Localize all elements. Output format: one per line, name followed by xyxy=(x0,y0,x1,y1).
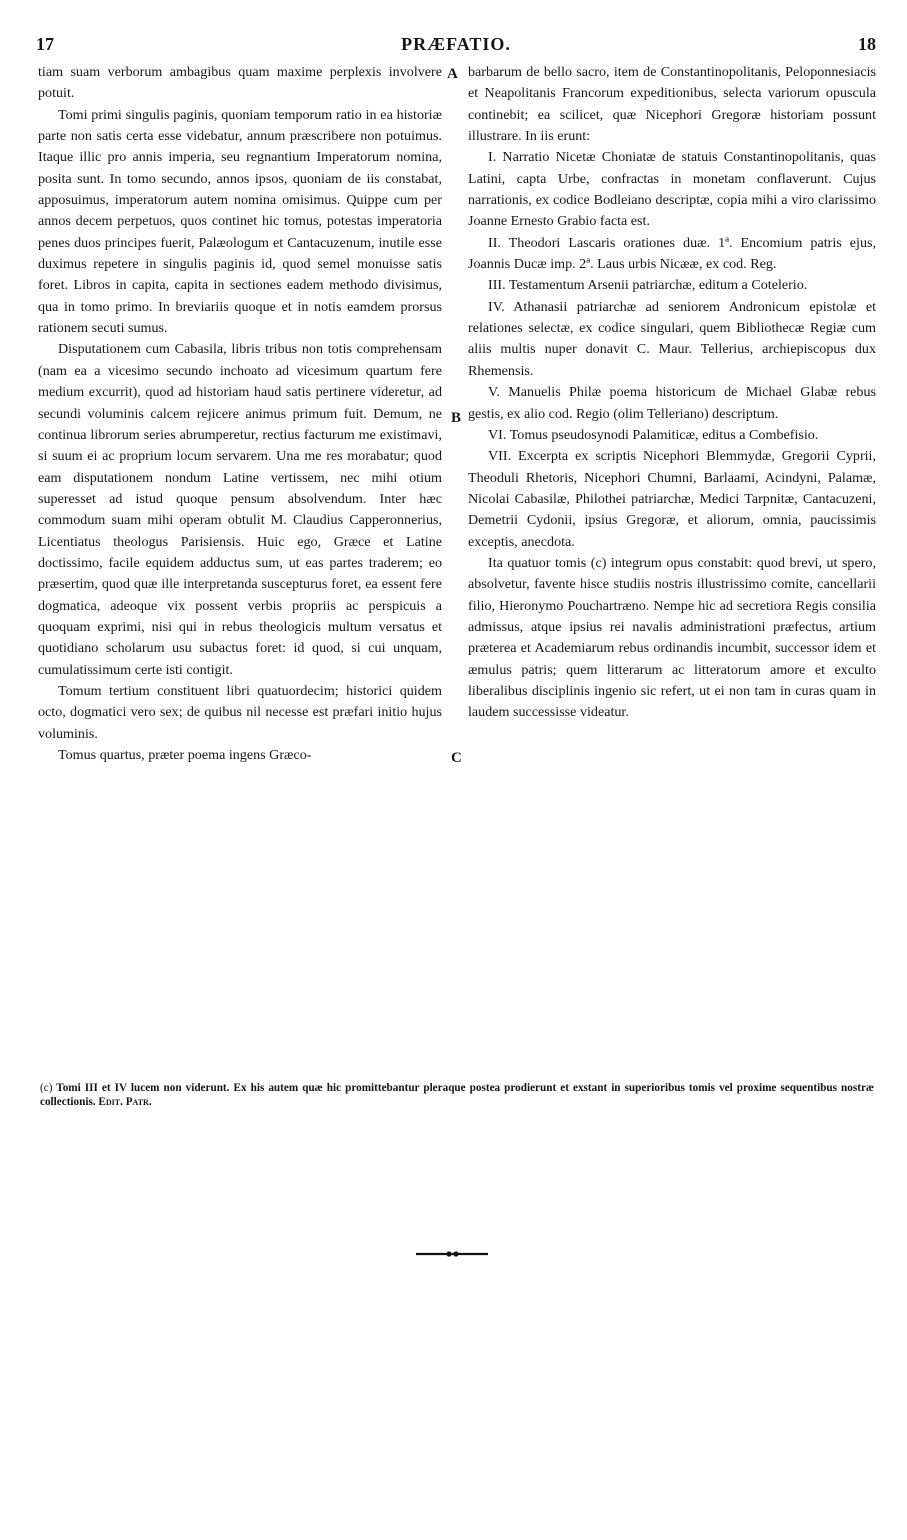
paragraph: barbarum de bello sacro, item de Constantinopolitanis, Peloponnesiacis et Neapolitanis Francorum expeditionibus, selecta variorum opuscula continebit; ea scilicet, quæ Nicephori Gregoræ historiam possunt illustrare. In iis erunt: xyxy=(468,64,876,145)
list-item: VII. Excerpta ex scriptis Nicephori Blemmydæ, Gregorii Cyprii, Theoduli Rhetoris, Nicephori Chumni, Barlaami, Acindyni, Palamæ, Nicolai Cabasilæ, Philothei patriarchæ, Medici Tarpnitæ, Cantacuzeni, Demetrii Cydonii, ipsius Gregoræ, et aliorum, omnia, paucissimis exceptis, anecdota. xyxy=(468,448,876,550)
page-number-left: 17 xyxy=(36,34,54,54)
list-item: VI. Tomus pseudosynodi Palamiticæ, editus a Combefisio. xyxy=(488,426,819,443)
footnote xyxy=(40,1082,874,1109)
paragraph: Disputationem cum Cabasila, libris tribus non totis comprehensam (nam ea a vicesimo secundo inchoato ad vicesimum quartum fere medium excurrit), quod ad historiam haud satis pertinere videretur, ad secundi voluminis calcem rejicere animus primum fuit. Demum, ne continua librorum series abrumperetur, rectius facturum me existimavi, si suum ei ac proprium locum servarem. Una me res morabatur; quod eam disputationem nondum Latine vertissem, nec mihi otium superesset ad istud quoque pensum absolvendum. Inter hæc commodum suam mihi operam obtulit M. Claudius Capperonnerius, Licentiatus theologus Parisiensis. Huic ego, Græce et Latine doctissimo, facile equidem adductus sum, ut eas partes traderem; eo præsertim, quod quæ ille interpretanda suscepturus foret, ea essent fere dogmatica, adeoque vix possent verbis propriis ac perspicuis a quoquam exprimi, nisi qui in rebus theologicis multum versatus et quotidiano scholarum usu subactus foret: id quod, si cui unquam, cumulatissimum certe isti contigit. xyxy=(38,341,442,678)
paragraph: Tomi primi singulis paginis, quoniam temporum ratio in ea historiæ parte non satis certa esse videbatur, annum præscribere non potuimus. Itaque illic pro annis imperia, seu regnantium Imperatorum nomina, posita sunt. In tomo secundo, annos ipsos, quoniam de iis constabat, apposuimus, imperatorum autem nomina omisimus. Quippe cum per annos decem perpetuos, quos continet hic tomus, potestas imperatoria penes duos principes fuerit, Palæologum et Cantacuzenum, inutile esse duximus repetere in singulis paginis id, quod semel monuisse satis foret. Libros in capita, capita in sectiones eadem methodo divisimus, qua in tomo primo. In breviariis quoque et in notis eamdem prorsus rationem secuti sumus. xyxy=(38,106,442,337)
list-item: V. Manuelis Philæ poema historicum de Michael Glabæ rebus gestis, ex alio cod. Regio (olim Telleriano) descriptum. xyxy=(468,384,876,422)
running-title: PRÆFATIO. xyxy=(401,34,511,54)
list-item: III. Testamentum Arsenii patriarchæ, editum a Cotelerio. xyxy=(488,277,808,294)
page-number-right: 18 xyxy=(858,34,876,54)
footnote-mark: (c) xyxy=(40,1082,53,1094)
list-item: I. Narratio Nicetæ Choniatæ de statuis Constantinopolitanis, quas Latini, capta Urbe, confractas in monetam conflaverunt. Cujus narrationis, ex codice Bodleiano descriptæ, copia mihi a viro clarissimo Joanne Ernesto Grabio facta est. xyxy=(468,149,876,230)
list-item: II. Theodori Lascaris orationes duæ. 1ª. Encomium patris ejus, Joannis Ducæ imp. 2ª. Laus urbis Nicææ, ex cod. Reg. xyxy=(468,234,876,273)
paragraph: Tomum tertium constituent libri quatuordecim; historici quidem octo, dogmatici vero sex; de quibus nil necesse est præfari initio hujus voluminis. xyxy=(38,682,442,742)
margin-letter-a: A xyxy=(447,66,458,82)
margin-letter-c: C xyxy=(451,750,462,766)
running-header xyxy=(36,34,876,58)
paragraph: Ita quatuor tomis (c) integrum opus constabit: quod brevi, ut spero, absolvetur, favente hisce studiis nostris illustrissimo comite, cancellarii filio, Hieronymo Pouchartræno. Nempe hic ad secretiora Regis consilia admissus, atque ipsius rei navalis administrationi præfectus, artium præterea et Academiarum rebus ordinandis incumbit, successor idem et æmulus patris; quem litterarum ac litteratorum amore et exculto liberalibus disciplinis ingenio sic refert, ut ei non tam in curas quam in laudem successisse videatur. xyxy=(468,554,876,721)
paragraph: Tomus quartus, præter poema ingens Græco- xyxy=(58,747,312,763)
paragraph: tiam suam verborum ambagibus quam maxime perplexis involvere potuit. xyxy=(38,64,442,102)
list-item: IV. Athanasii patriarchæ ad seniorem Andronicum epistolæ et relationes selectæ, ex codice singulari, quem Bibliothecæ Regiæ cum aliis multis nuper donavit C. Maur. Tellerius, archiepiscopus dux Rhemensis. xyxy=(468,298,876,379)
margin-letter-b: B xyxy=(451,410,462,426)
right-column xyxy=(468,62,876,724)
end-ornament xyxy=(416,1251,488,1257)
footnote-text: Tomi III et IV lucem non viderunt. Ex his autem quæ hic promittebantur pleraque postea prodierunt et exstant in superioribus tomis vel proxime sequentibus nostræ collectionis. xyxy=(40,1082,874,1108)
left-column xyxy=(38,62,442,766)
footnote-signature: Edit. Patr. xyxy=(98,1095,152,1108)
